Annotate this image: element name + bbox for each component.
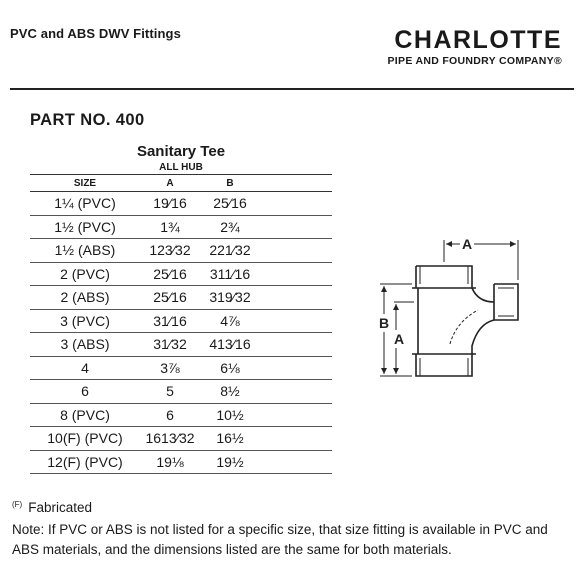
a-cell: 123⁄32: [149, 242, 191, 259]
b-cell: 8½: [220, 383, 240, 400]
a-cell: 31⁄16: [153, 312, 187, 329]
a-cell: 1613⁄32: [145, 430, 195, 447]
b-cell: 25⁄16: [213, 195, 247, 212]
b-cell: 311⁄16: [209, 265, 251, 282]
table-title: Sanitary Tee: [136, 143, 226, 160]
a-cell: 31⁄32: [153, 336, 187, 353]
size-cell: 8 (PVC): [60, 406, 110, 423]
b-cell: 2¾: [220, 218, 240, 235]
size-cell: 1¼ (PVC): [54, 195, 116, 212]
table-row: [30, 451, 332, 475]
size-cell: 2 (PVC): [60, 265, 110, 282]
a-cell: 3⅞: [160, 359, 180, 376]
size-cell: 3 (ABS): [60, 336, 110, 353]
table-row: [30, 333, 332, 357]
b-cell: 19½: [216, 453, 244, 470]
a-cell: 19⅛: [156, 453, 184, 470]
table-row: [30, 192, 332, 216]
size-cell: 1½ (ABS): [54, 242, 116, 259]
a-cell: 5: [166, 383, 174, 400]
b-cell: 16½: [216, 430, 244, 447]
header-divider: [10, 88, 574, 90]
sanitary-tee-diagram: [372, 226, 562, 396]
table-row: [30, 286, 332, 310]
table-row: [30, 239, 332, 263]
column-header-b: B: [226, 177, 234, 189]
a-cell: 25⁄16: [153, 289, 187, 306]
size-cell: 12(F) (PVC): [47, 453, 123, 470]
a-cell: 6: [166, 406, 174, 423]
size-cell: 4: [81, 359, 89, 376]
brand-subtitle: PIPE AND FOUNDRY COMPANY®: [387, 55, 562, 67]
table-body: [30, 192, 332, 474]
table-row: [30, 216, 332, 240]
footnote-text: Fabricated: [28, 500, 93, 515]
size-cell: 1½ (PVC): [54, 218, 116, 235]
size-cell: 3 (PVC): [60, 312, 110, 329]
table-row: [30, 427, 332, 451]
table-row: [30, 380, 332, 404]
b-cell: 6⅛: [220, 359, 240, 376]
a-cell: 25⁄16: [153, 265, 187, 282]
dimension-label-a-side: A: [393, 331, 405, 347]
b-cell: 4⅞: [220, 312, 240, 329]
footnote: [12, 500, 92, 515]
table-row: [30, 310, 332, 334]
table-row: [30, 357, 332, 381]
brand-name: CHARLOTTE: [394, 26, 562, 54]
note-text: Note: If PVC or ABS is not listed for a specific size, that size fitting is available in PVC and ABS materials, and the dimensions listed are the same for both materials.: [12, 522, 548, 557]
a-cell: 1¾: [160, 218, 180, 235]
table-row: [30, 404, 332, 428]
b-cell: 221⁄32: [209, 242, 251, 259]
column-header-a: A: [166, 177, 174, 189]
table-header-row: [30, 175, 332, 192]
footnote-mark: (F): [12, 500, 23, 509]
table-row: [30, 263, 332, 287]
size-cell: 6: [81, 383, 89, 400]
dimension-table: [30, 143, 332, 474]
b-cell: 319⁄32: [209, 289, 251, 306]
document-title: PVC and ABS DWV Fittings: [10, 26, 181, 41]
table-subtitle: ALL HUB: [159, 162, 203, 173]
column-header-size: SIZE: [73, 177, 97, 189]
size-cell: 10(F) (PVC): [47, 430, 123, 447]
size-cell: 2 (ABS): [60, 289, 110, 306]
dimension-label-a-top: A: [461, 236, 473, 252]
brand-logo: [388, 28, 563, 67]
b-cell: 10½: [216, 406, 244, 423]
b-cell: 413⁄16: [209, 336, 251, 353]
dimension-label-b: B: [378, 315, 390, 331]
a-cell: 19⁄16: [153, 195, 187, 212]
part-number: PART NO. 400: [30, 111, 145, 129]
